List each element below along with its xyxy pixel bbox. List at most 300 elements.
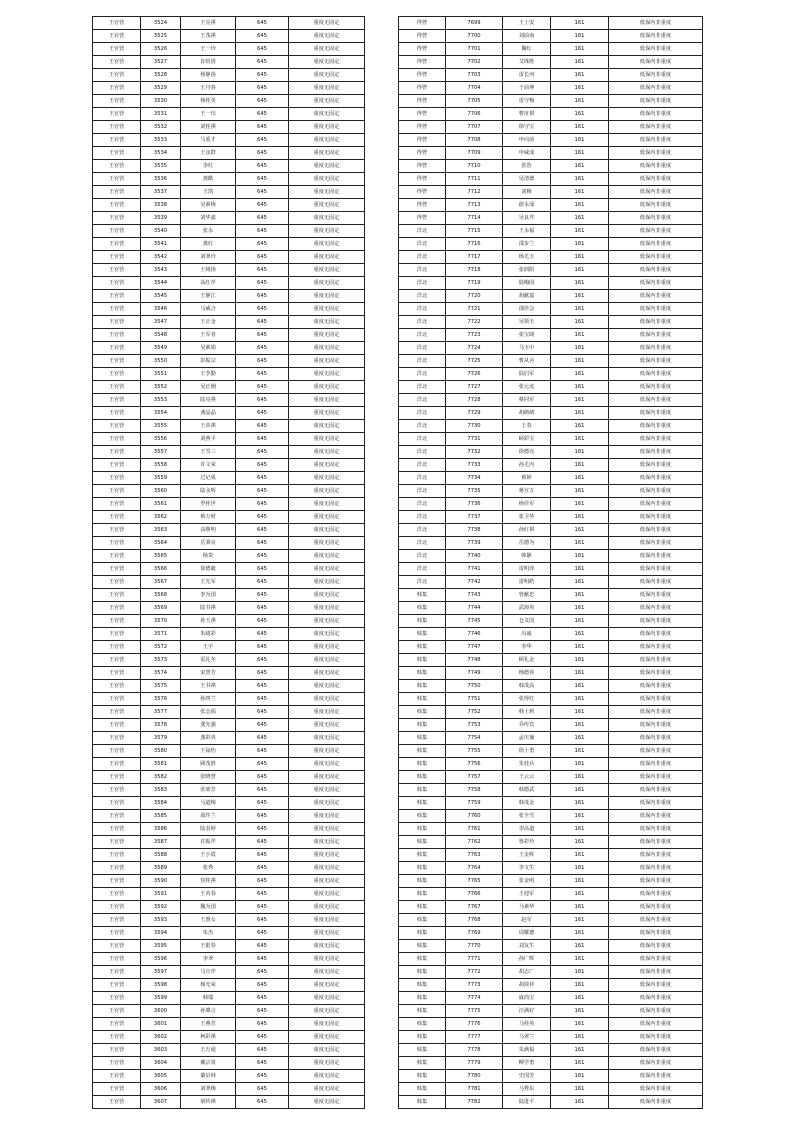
category-cell: 低保内非重度 (609, 797, 703, 810)
name-cell: 刘翠玲 (181, 251, 236, 264)
amount-cell: 161 (551, 264, 609, 277)
name-cell: 顾礼金 (503, 654, 551, 667)
village-cell: 韩集 (399, 797, 446, 810)
amount-cell: 645 (236, 511, 289, 524)
name-cell: 梁传祺 (181, 1096, 236, 1109)
serial-number-cell: 7727 (446, 381, 503, 394)
table-row (399, 342, 703, 355)
category-cell: 重度无固定 (289, 147, 365, 160)
village-cell: 洋北 (399, 368, 446, 381)
serial-number-cell: 3599 (141, 992, 181, 1005)
serial-number-cell: 7723 (446, 329, 503, 342)
serial-number-cell: 7724 (446, 342, 503, 355)
category-cell: 重度无固定 (289, 511, 365, 524)
name-cell: 韩士莉 (503, 706, 551, 719)
category-cell: 重度无固定 (289, 82, 365, 95)
category-cell: 低保内非重度 (609, 277, 703, 290)
village-cell: 得營 (399, 121, 446, 134)
table-row (399, 420, 703, 433)
amount-cell: 645 (236, 1070, 289, 1083)
village-cell: 王官营 (93, 355, 141, 368)
amount-cell: 161 (551, 836, 609, 849)
amount-cell: 645 (236, 563, 289, 576)
village-cell: 洋北 (399, 563, 446, 576)
table-row (93, 927, 365, 940)
village-cell: 韩集 (399, 693, 446, 706)
name-cell: 孙红祺 (503, 524, 551, 537)
name-cell: 侯桂祺 (181, 875, 236, 888)
name-cell: 孙四兰 (181, 693, 236, 706)
category-cell: 重度无固定 (289, 407, 365, 420)
amount-cell: 161 (551, 563, 609, 576)
table-row (93, 368, 365, 381)
amount-cell: 645 (236, 420, 289, 433)
category-cell: 低保内非重度 (609, 134, 703, 147)
name-cell: 许文荣 (181, 459, 236, 472)
table-row (93, 576, 365, 589)
category-cell: 低保内非重度 (609, 810, 703, 823)
amount-cell: 161 (551, 875, 609, 888)
name-cell: 雷明皓 (503, 576, 551, 589)
serial-number-cell: 7732 (446, 446, 503, 459)
village-cell: 王官营 (93, 927, 141, 940)
table-row (399, 550, 703, 563)
amount-cell: 645 (236, 472, 289, 485)
table-row (93, 758, 365, 771)
amount-cell: 161 (551, 862, 609, 875)
category-cell: 重度无固定 (289, 797, 365, 810)
name-cell: 朱桂兵 (503, 758, 551, 771)
category-cell: 重度无固定 (289, 277, 365, 290)
serial-number-cell: 3603 (141, 1044, 181, 1057)
name-cell: 蔡婷 (503, 472, 551, 485)
name-cell: 申向前 (503, 134, 551, 147)
name-cell: 王军者 (181, 329, 236, 342)
amount-cell: 645 (236, 693, 289, 706)
serial-number-cell: 7708 (446, 134, 503, 147)
table-row (93, 1057, 365, 1070)
name-cell: 岳德为 (503, 537, 551, 550)
village-cell: 洋北 (399, 290, 446, 303)
name-cell: 高红芹 (181, 277, 236, 290)
category-cell: 重度无固定 (289, 706, 365, 719)
amount-cell: 161 (551, 1057, 609, 1070)
table-row (93, 524, 365, 537)
village-cell: 得營 (399, 212, 446, 225)
amount-cell: 161 (551, 706, 609, 719)
village-cell: 王官营 (93, 771, 141, 784)
amount-cell: 161 (551, 407, 609, 420)
amount-cell: 161 (551, 238, 609, 251)
table-row (93, 550, 365, 563)
serial-number-cell: 7711 (446, 173, 503, 186)
name-cell: 刘燕平 (181, 433, 236, 446)
amount-cell: 161 (551, 329, 609, 342)
category-cell: 低保内非重度 (609, 628, 703, 641)
amount-cell: 645 (236, 966, 289, 979)
name-cell: 胡徐祥 (503, 979, 551, 992)
village-cell: 韩集 (399, 628, 446, 641)
serial-number-cell: 3584 (141, 797, 181, 810)
village-cell: 洋北 (399, 329, 446, 342)
table-row (93, 784, 365, 797)
amount-cell: 161 (551, 290, 609, 303)
category-cell: 低保内非重度 (609, 121, 703, 134)
serial-number-cell: 3561 (141, 498, 181, 511)
amount-cell: 161 (551, 316, 609, 329)
name-cell: 徐守宝 (503, 121, 551, 134)
amount-cell: 161 (551, 628, 609, 641)
name-cell: 雷长河 (503, 69, 551, 82)
category-cell: 重度无固定 (289, 1057, 365, 1070)
name-cell: 杨德喜 (503, 667, 551, 680)
name-cell: 邵佳会 (503, 303, 551, 316)
name-cell: 刘友生 (503, 940, 551, 953)
amount-cell: 161 (551, 719, 609, 732)
category-cell: 重度无固定 (289, 524, 365, 537)
category-cell: 低保内非重度 (609, 732, 703, 745)
amount-cell: 645 (236, 134, 289, 147)
name-cell: 王彦群 (181, 147, 236, 160)
amount-cell: 645 (236, 524, 289, 537)
amount-cell: 161 (551, 69, 609, 82)
category-cell: 重度无固定 (289, 498, 365, 511)
village-cell: 王官营 (93, 680, 141, 693)
serial-number-cell: 3572 (141, 641, 181, 654)
amount-cell: 161 (551, 381, 609, 394)
amount-cell: 645 (236, 238, 289, 251)
table-row (93, 381, 365, 394)
village-cell: 王官营 (93, 1044, 141, 1057)
village-cell: 得營 (399, 43, 446, 56)
table-row (399, 797, 703, 810)
village-cell: 王官营 (93, 199, 141, 212)
serial-number-cell: 3529 (141, 82, 181, 95)
category-cell: 重度无固定 (289, 446, 365, 459)
village-cell: 洋北 (399, 407, 446, 420)
serial-number-cell: 7733 (446, 459, 503, 472)
amount-cell: 645 (236, 732, 289, 745)
amount-cell: 645 (236, 147, 289, 160)
serial-number-cell: 7715 (446, 225, 503, 238)
amount-cell: 645 (236, 823, 289, 836)
serial-number-cell: 3562 (141, 511, 181, 524)
name-cell: 龚先强 (181, 719, 236, 732)
serial-number-cell: 7753 (446, 719, 503, 732)
category-cell: 重度无固定 (289, 953, 365, 966)
serial-number-cell: 7769 (446, 927, 503, 940)
village-cell: 韩集 (399, 719, 446, 732)
name-cell: 朱绪彩 (181, 628, 236, 641)
table-row (399, 43, 703, 56)
category-cell: 重度无固定 (289, 758, 365, 771)
serial-number-cell: 7712 (446, 186, 503, 199)
serial-number-cell: 3557 (141, 446, 181, 459)
village-cell: 韩集 (399, 810, 446, 823)
name-cell: 吴良芹 (503, 212, 551, 225)
table-row (93, 966, 365, 979)
village-cell: 得營 (399, 69, 446, 82)
name-cell: 韩静 (503, 550, 551, 563)
category-cell: 重度无固定 (289, 186, 365, 199)
amount-cell: 645 (236, 446, 289, 459)
table-row (399, 706, 703, 719)
serial-number-cell: 3574 (141, 667, 181, 680)
name-cell: 曹从舍 (503, 355, 551, 368)
village-cell: 得營 (399, 17, 446, 30)
table-row (399, 537, 703, 550)
serial-number-cell: 7701 (446, 43, 503, 56)
category-cell: 重度无固定 (289, 43, 365, 56)
serial-number-cell: 3549 (141, 342, 181, 355)
category-cell: 重度无固定 (289, 914, 365, 927)
category-cell: 低保内非重度 (609, 108, 703, 121)
village-cell: 王官营 (93, 940, 141, 953)
table-row (93, 251, 365, 264)
amount-cell: 161 (551, 1031, 609, 1044)
name-cell: 陆书祺 (181, 602, 236, 615)
amount-cell: 645 (236, 589, 289, 602)
category-cell: 低保内非重度 (609, 706, 703, 719)
name-cell: 杨佳军 (503, 498, 551, 511)
name-cell: 吴素娟 (181, 342, 236, 355)
name-cell: 张宝阔 (503, 329, 551, 342)
amount-cell: 161 (551, 758, 609, 771)
amount-cell: 161 (551, 771, 609, 784)
village-cell: 得營 (399, 134, 446, 147)
amount-cell: 645 (236, 30, 289, 43)
serial-number-cell: 3578 (141, 719, 181, 732)
category-cell: 低保内非重度 (609, 1018, 703, 1031)
amount-cell: 161 (551, 745, 609, 758)
village-cell: 韩集 (399, 966, 446, 979)
serial-number-cell: 7749 (446, 667, 503, 680)
amount-cell: 645 (236, 355, 289, 368)
name-cell: 过记成 (181, 472, 236, 485)
category-cell: 重度无固定 (289, 992, 365, 1005)
amount-cell: 161 (551, 251, 609, 264)
table-row (399, 966, 703, 979)
category-cell: 重度无固定 (289, 225, 365, 238)
amount-cell: 161 (551, 199, 609, 212)
serial-number-cell: 7747 (446, 641, 503, 654)
name-cell: 顾茂胜 (181, 758, 236, 771)
name-cell: 马威合 (181, 303, 236, 316)
village-cell: 洋北 (399, 225, 446, 238)
name-cell: 王李勤 (181, 368, 236, 381)
village-cell: 韩集 (399, 589, 446, 602)
serial-number-cell: 7759 (446, 797, 503, 810)
category-cell: 重度无固定 (289, 472, 365, 485)
name-cell: 胡献嘉 (503, 290, 551, 303)
table-row (399, 667, 703, 680)
serial-number-cell: 7767 (446, 901, 503, 914)
serial-number-cell: 3600 (141, 1005, 181, 1018)
village-cell: 王官营 (93, 173, 141, 186)
serial-number-cell: 7781 (446, 1083, 503, 1096)
village-cell: 王官营 (93, 134, 141, 147)
category-cell: 重度无固定 (289, 355, 365, 368)
village-cell: 韩集 (399, 732, 446, 745)
name-cell: 吴清德 (503, 173, 551, 186)
name-cell: 刘桂祺 (181, 121, 236, 134)
serial-number-cell: 7738 (446, 524, 503, 537)
serial-number-cell: 7736 (446, 498, 503, 511)
category-cell: 低保内非重度 (609, 576, 703, 589)
serial-number-cell: 7776 (446, 1018, 503, 1031)
village-cell: 王官营 (93, 394, 141, 407)
table-row (399, 82, 703, 95)
category-cell: 重度无固定 (289, 251, 365, 264)
amount-cell: 645 (236, 784, 289, 797)
name-cell: 蕭启林 (181, 1070, 236, 1083)
table-row (93, 849, 365, 862)
name-cell: 马道梅 (181, 797, 236, 810)
village-cell: 洋北 (399, 420, 446, 433)
table-row (399, 134, 703, 147)
serial-number-cell: 7714 (446, 212, 503, 225)
village-cell: 王官营 (93, 381, 141, 394)
serial-number-cell: 7737 (446, 511, 503, 524)
village-cell: 洋北 (399, 264, 446, 277)
amount-cell: 161 (551, 810, 609, 823)
village-cell: 王官营 (93, 745, 141, 758)
table-row (399, 56, 703, 69)
category-cell: 低保内非重度 (609, 511, 703, 524)
name-cell: 戚尚宝 (503, 992, 551, 1005)
name-cell: 龚红 (181, 238, 236, 251)
village-cell: 王官营 (93, 225, 141, 238)
table-row (93, 615, 365, 628)
table-row (93, 940, 365, 953)
serial-number-cell: 7704 (446, 82, 503, 95)
table-row (399, 823, 703, 836)
village-cell: 王官营 (93, 732, 141, 745)
serial-number-cell: 3597 (141, 966, 181, 979)
table-row (399, 1005, 703, 1018)
serial-number-cell: 7700 (446, 30, 503, 43)
serial-number-cell: 7728 (446, 394, 503, 407)
table-row (399, 979, 703, 992)
category-cell: 低保内非重度 (609, 199, 703, 212)
serial-number-cell: 7742 (446, 576, 503, 589)
category-cell: 低保内非重度 (609, 966, 703, 979)
serial-number-cell: 3582 (141, 771, 181, 784)
category-cell: 重度无固定 (289, 1005, 365, 1018)
category-cell: 重度无固定 (289, 303, 365, 316)
amount-cell: 161 (551, 524, 609, 537)
amount-cell: 645 (236, 550, 289, 563)
table-row (93, 667, 365, 680)
serial-number-cell: 7757 (446, 771, 503, 784)
category-cell: 低保内非重度 (609, 485, 703, 498)
serial-number-cell: 3602 (141, 1031, 181, 1044)
category-cell: 重度无固定 (289, 1031, 365, 1044)
category-cell: 重度无固定 (289, 69, 365, 82)
category-cell: 重度无固定 (289, 615, 365, 628)
amount-cell: 161 (551, 17, 609, 30)
table-row (399, 485, 703, 498)
name-cell: 王凯 (181, 186, 236, 199)
village-cell: 洋北 (399, 550, 446, 563)
amount-cell: 161 (551, 1018, 609, 1031)
serial-number-cell: 3534 (141, 147, 181, 160)
serial-number-cell: 7761 (446, 823, 503, 836)
serial-number-cell: 7725 (446, 355, 503, 368)
village-cell: 王官营 (93, 212, 141, 225)
category-cell: 低保内非重度 (609, 745, 703, 758)
serial-number-cell: 3559 (141, 472, 181, 485)
table-row (93, 199, 365, 212)
serial-number-cell: 3555 (141, 420, 181, 433)
village-cell: 韩集 (399, 836, 446, 849)
category-cell: 重度无固定 (289, 134, 365, 147)
amount-cell: 645 (236, 329, 289, 342)
amount-cell: 161 (551, 693, 609, 706)
amount-cell: 645 (236, 485, 289, 498)
category-cell: 低保内非重度 (609, 758, 703, 771)
table-row (93, 901, 365, 914)
name-cell: 王书祺 (181, 680, 236, 693)
table-row (399, 901, 703, 914)
category-cell: 低保内非重度 (609, 433, 703, 446)
table-row (399, 121, 703, 134)
name-cell: 曹征祺 (503, 108, 551, 121)
category-cell: 低保内非重度 (609, 784, 703, 797)
amount-cell: 645 (236, 160, 289, 173)
village-cell: 王官营 (93, 797, 141, 810)
village-cell: 王官营 (93, 147, 141, 160)
table-row (93, 511, 365, 524)
table-row (93, 589, 365, 602)
village-cell: 王官营 (93, 615, 141, 628)
table-row (93, 30, 365, 43)
category-cell: 重度无固定 (289, 17, 365, 30)
table-row (399, 914, 703, 927)
village-cell: 洋北 (399, 446, 446, 459)
category-cell: 重度无固定 (289, 56, 365, 69)
name-cell: 王惠女 (181, 914, 236, 927)
category-cell: 重度无固定 (289, 680, 365, 693)
name-cell: 刘华嘉 (181, 212, 236, 225)
category-cell: 低保内非重度 (609, 680, 703, 693)
table-row (93, 979, 365, 992)
name-cell: 杨尤玉 (503, 251, 551, 264)
table-row (93, 147, 365, 160)
category-cell: 重度无固定 (289, 1096, 365, 1109)
name-cell: 雷礼冬 (181, 654, 236, 667)
table-row (399, 108, 703, 121)
village-cell: 王官营 (93, 511, 141, 524)
table-row (399, 745, 703, 758)
serial-number-cell: 3566 (141, 563, 181, 576)
serial-number-cell: 7730 (446, 420, 503, 433)
name-cell: 申威成 (503, 147, 551, 160)
amount-cell: 645 (236, 641, 289, 654)
name-cell: 马桂英 (503, 1018, 551, 1031)
amount-cell: 161 (551, 303, 609, 316)
category-cell: 低保内非重度 (609, 303, 703, 316)
category-cell: 重度无固定 (289, 485, 365, 498)
category-cell: 重度无固定 (289, 368, 365, 381)
name-cell: 宋慧芳 (181, 667, 236, 680)
table-row (399, 407, 703, 420)
category-cell: 低保内非重度 (609, 901, 703, 914)
amount-cell: 645 (236, 381, 289, 394)
village-cell: 王官营 (93, 524, 141, 537)
table-row (93, 459, 365, 472)
serial-number-cell: 3573 (141, 654, 181, 667)
